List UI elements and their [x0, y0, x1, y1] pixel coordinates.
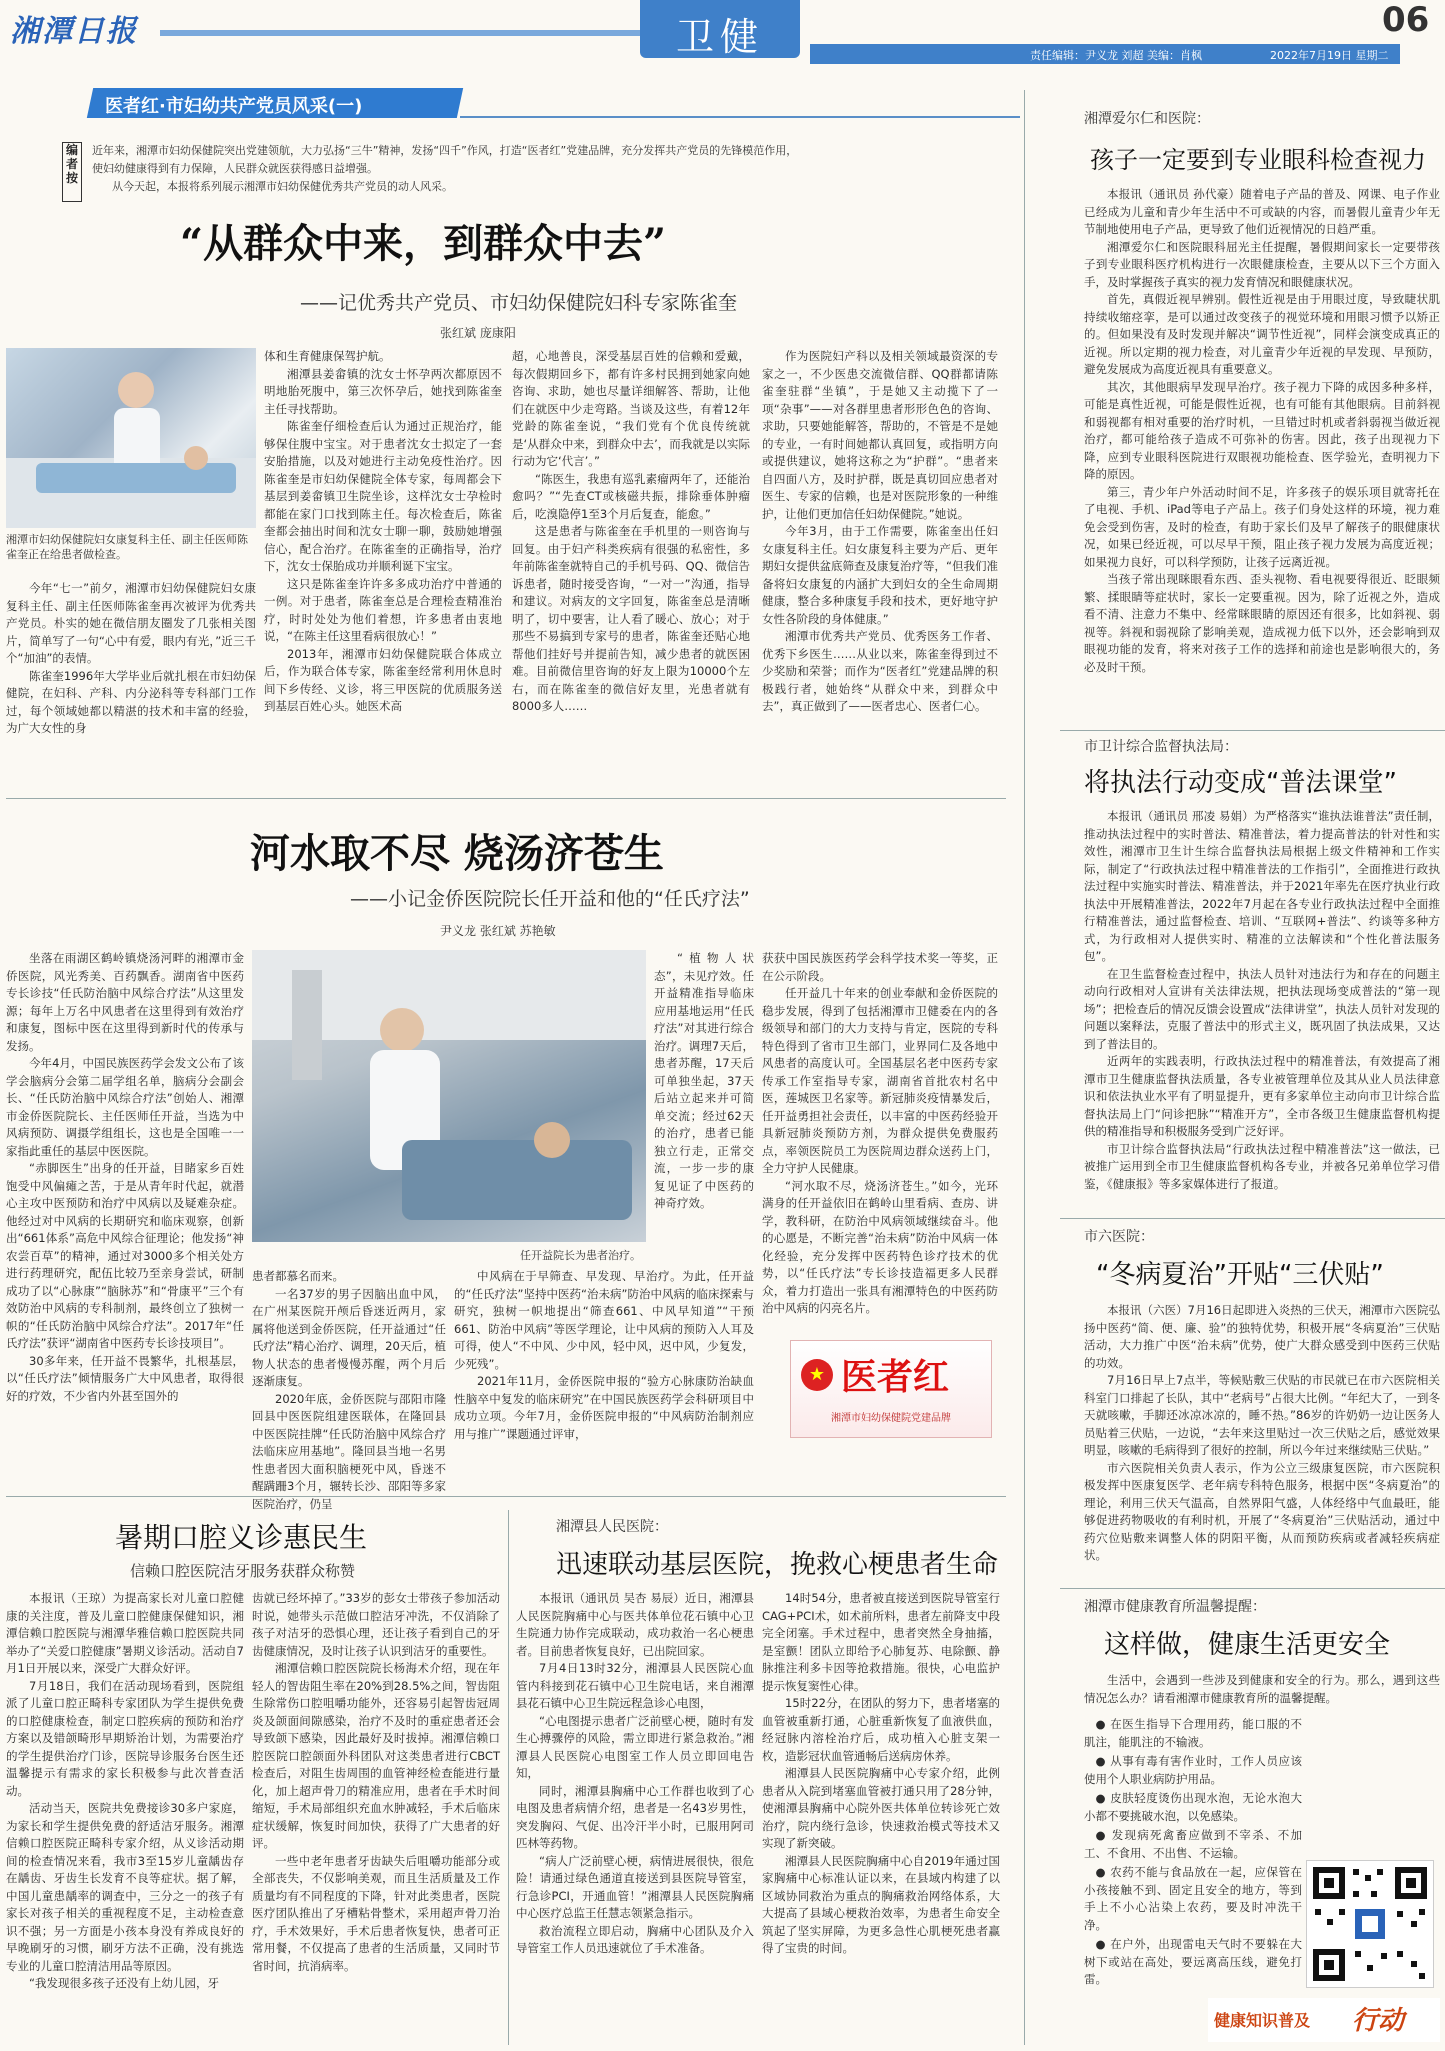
r2-p2: 在卫生监督检查过程中，执法人员针对违法行为和存在的问题主动向行政相对人宣讲有关法律法规，把执法现场变成普法的“第一现场”；把检查后的情况反馈会设置成“法律讲堂”，执法人员针对发现的问题以案释法，克服了普法中的形式主义，既巩固了执法成果，又达到了普法目的。 — [1084, 966, 1440, 1051]
right3-title: “冬病夏治”开贴“三伏贴” — [1096, 1260, 1384, 1290]
a4c2-p4: 湘潭县人民医院胸痛中心自2019年通过国家胸痛中心标准认证以来，在县域内构建了以区域协同救治为重点的胸痛救治网络体系，大大提高了县域心梗救治效率，为患者生命安全筑起了坚实屏障，为更多急性心肌梗死患者赢得了宝贵的时间。 — [762, 1853, 1000, 1955]
article2-caption: 任开益院长为患者治疗。 — [520, 1249, 641, 1262]
badge-title: 医者红 — [841, 1356, 950, 1398]
r2-p1: 本报讯（通讯员 邢凌 易娟）为严格落实“谁执法谁普法”责任制，推动执法过程中的实时普法、精准普法，着力提高普法的针对性和实效性，湘潭市卫生计生综合监督执法局根据上级文件精神和工作实际，制定了“行政执法过程中精准普法的工作指引”，全面推进行政执法过程中实施实时普法、精准普法，并于2021年率先在医疗执业行政执法中开展精准普法，2022年7月起在各专业行政执法过程中全面推行精准普法，通过监督检查、培训、“互联网+普法”、约谈等多种方式，为行政相对人提供实时、精准的立法解读和“个性化普法服务包”。 — [1084, 809, 1440, 963]
article2-photo — [252, 950, 646, 1242]
article1-caption: 湘潭市妇幼保健院妇女康复科主任、副主任医师陈雀奎正在给患者做检查。 — [6, 533, 248, 561]
a2c1-p1: 坐落在雨湖区鹤岭镇烧汤河畔的湘潭市金侨医院，风光秀美、百药飘香。湖南省中医药专长诊技“任氏防治脑中风综合疗法”从这里发源；每年上万名中风患者在这里得到有效治疗和康复，图标中医在这里得到新时代的传承与发扬。 — [6, 951, 244, 1053]
section-title: 卫健 — [675, 15, 764, 59]
a2u-p3: 2020年底，金侨医院与邵阳市隆回县中医医院组建医联体，在隆回县中医医院挂牌“任氏防治脑中风综合疗法临床应用基地”。隆回县当地一名男性患者因大面积脑梗死中风，昏迷不醒蹒跚3个月，辗转长沙、邵阳等多家医院治疗，仍呈 — [252, 1391, 446, 1511]
a2c1-p2: 今年4月，中国民族医药学会发文公布了该学会脑病分会第二届学组名单，脑病分会副会长、“任氏防治脑中风综合疗法”创始人、湘潭市金侨医院院长、主任医师任开益，当选为中风病预防、调摄学组组长，这也是全国唯一一家指此重任的基层中医医院。 — [6, 1056, 244, 1158]
article3-col1 — [6, 1590, 244, 2045]
a2u-p1: 患者都慕名而来。 — [252, 1269, 344, 1283]
editor-note-label: 编者按 — [62, 142, 82, 202]
a4c1-p6: 救治流程立即启动，胸痛中心团队及介入导管室工作人员迅速就位了手术准备。 — [516, 1923, 754, 1955]
article3-subtitle: 信赖口腔医院洁牙服务获群众称赞 — [130, 1562, 356, 1580]
article4-title: 迅速联动基层医院，挽救心梗患者生命 — [556, 1550, 999, 1580]
article1-col3 — [512, 348, 750, 788]
right1-body — [1084, 186, 1440, 726]
right4-kicker: 湘潭市健康教育所温馨提醒： — [1084, 1599, 1266, 1615]
qr-code-icon[interactable] — [1306, 1860, 1434, 1988]
right4-intro — [1084, 1672, 1440, 1712]
article2-subtitle: ——小记金侨医院院长任开益和他的“任氏疗法” — [350, 888, 750, 910]
r1-p5: 第三，青少年户外活动时间不足，许多孩子的娱乐项目就寄托在了电视、手机、iPad等电子产品上。孩子们身处这样的环境，视力难免会受到伤害，及时的检查，有助于家长们及早了解孩子的眼健康状况，如果已经近视，可以尽早干预，阻止孩子视力发展为高度近视；如果视力良好，可以科学预防，让孩子远离近视。 — [1084, 484, 1440, 569]
a3c1-p1: 本报讯（王琼）为提高家长对儿童口腔健康的关注度，普及儿童口腔健康保健知识，湘潭信赖口腔医院与湘潭华雅信赖口腔医院共同举办了“关爱口腔健康”暑期义诊活动。活动自7月1日开展以来，深受广大群众好评。 — [6, 1591, 244, 1675]
a4c1-p3: “心电图提示患者广泛前壁心梗，随时有发生心搏骤停的风险，需立即进行紧急救治。”湘潭县人民医院心电图室工作人员立即回电告知， — [516, 1713, 754, 1780]
right3-kicker: 市六医院： — [1084, 1229, 1154, 1245]
series-banner-title: 医者红·市妇幼共产党员风采(一) — [105, 96, 363, 117]
a1c2-p5: 2013年，湘潭市妇幼保健院联合体成立后，作为联合体专家，陈雀奎经常利用休息时间下乡传经、义诊，将三甲医院的优质服务送到基层百姓心头。她医术高 — [264, 646, 502, 713]
article2-col3 — [762, 950, 998, 1315]
a1c2-p1: 体和生育健康保驾护航。 — [264, 349, 391, 363]
right2-kicker: 市卫计综合监督执法局： — [1084, 739, 1238, 755]
a2c1-p3: “赤脚医生”出身的任开益，目睹家乡百姓饱受中风偏瘫之苦，于是从青年时代起，就潜心主攻中医预防和治疗中风病以及疑难杂症。他经过对中风病的长期研究和临床观察，创新出“661体系”高危中风综合征理论；他发扬“神农尝百草”的精神，通过对3000多个相关处方进行药理研究，配伍比较乃至亲身尝试，研制成功了以“心脉康”“脑脉苏”和“骨康平”三个有效防治中风病的专科制剂，最终创立了独树一帜的“任氏防治脑中风综合疗法”。2017年“任氏疗法”获评“湖南省中医药专长诊技项目”。 — [6, 1161, 244, 1350]
r1-p1: 本报讯（通讯员 孙代豪）随着电子产品的普及、网课、电子作业已经成为儿童和青少年生活中不可或缺的内容，而暑假儿童青少年无节制地使用电子产品，更导致了他们近视情况的日趋严重。 — [1084, 187, 1440, 236]
a1c2-p3: 陈雀奎仔细检查后认为通过正规治疗，能够保住腹中宝宝。对于患者沈女士拟定了一套安胎措施，以及对她进行主动免疫性治疗。因陈雀奎是市妇幼保健院全体专家，每周都会下基层到姜畲镇卫生院坐诊，这样沈女士孕检时都能在家门口找到陈主任。每次检查后，陈雀奎都会抽出时间和沈女士聊一聊，鼓励她增强信心，配合治疗。在陈雀奎的正确指导，治疗下，沈女士保胎成功并顺利诞下宝宝。 — [264, 419, 502, 573]
article1-col4 — [762, 348, 998, 788]
masthead — [0, 0, 1445, 70]
r4-bullet-6: ● 在户外，出现雷电天气时不要躲在大树下或站在高处，要远离高压线，避免打雷。 — [1084, 1937, 1302, 1986]
r3-p2: 7月16日早上7点半，等候贴敷三伏贴的市民就已在市六医院相关科室门口排起了长队，其中“老病号”占很大比例。“年纪大了，一到冬天就咳嗽，手脚还冰凉冰凉的，睡不热。”86岁的许奶奶一边让医务人员贴着三伏贴，一边说，“去年来这里贴过一次三伏贴之后，感觉效果明显，咳嗽的毛病得到了很好的控制，所以今年过来继续贴三伏贴。” — [1084, 1373, 1440, 1457]
a3c2-p3: 一些中老年患者牙齿缺失后咀嚼功能部分或全部丧失，不仅影响美观，而且生活质量及工作质量均有不同程度的下降，针对此类患者，医院医疗团队推出了牙槽粘骨整术，采用超声骨刀治疗，手术效果好，手术后患者恢复快，患者可正常用餐，不仅提高了患者的生活质量，又同时节省时间，抗消病率。 — [252, 1853, 500, 1973]
a1c3-p2: “陈医生，我患有巡乳素瘤两年了，还能治愈吗？”“先查CT或核磁共振，排除垂体肿瘤后，吃溴隐停1至3个月后复查，能愈。” — [512, 471, 750, 521]
a1c3-p3: 这是患者与陈雀奎在手机里的一则咨询与回复。由于妇产科类疾病有很强的私密性，多年前陈雀奎就特自己的手机号码、QQ、微信告诉患者，随时接受咨询，“一对一”沟通，指导和建议。对病友的文字回复，陈雀奎总是清晰明了，切中要害，让人看了暖心、放心；对于那些不易搞到专家号的患者，陈雀奎还贴心地帮他们挂好号并提前告知，减少患者的就医困难。目前微信里咨询的好友上限为10000个左右，而在陈雀奎的微信好友里，光患者就有8000多人…… — [512, 524, 750, 713]
right1-kicker: 湘潭爱尔仁和医院： — [1084, 111, 1210, 127]
r4-intro: 生活中，会遇到一些涉及到健康和安全的行为。那么，遇到这些情况怎么办？请看湘潭市健康教育所的温馨提醒。 — [1084, 1673, 1440, 1705]
article1-col2 — [264, 348, 502, 788]
a2c3-p1: 获获中国民族医药学会科学技术奖一等奖，正在公示阶段。 — [762, 951, 998, 983]
a3c1-p3: 活动当天，医院共免费接诊30多户家庭，为家长和学生提供免费的舒适洁牙服务。湘潭信赖口腔医院正畸科专家介绍，从义诊活动期间的检查情况来看，我市3至15岁儿童龋齿存在龋齿、牙齿生长发育不良等症状。据了解，中国儿童患龋率的调查中，三分之一的孩子有家长对孩子相关的重视程度不足，主动检查意识不强；另一方面是小孩本身没有养成良好的早晚刷牙的习惯，刷牙方法不正确，没有挑选专业的儿童口腔清洁用品等原因。 — [6, 1801, 244, 1973]
divider-r1 — [1060, 730, 1445, 731]
a1c2-p4: 这只是陈雀奎许许多多成功治疗中普通的一例。对于患者，陈雀奎总是合理检查精准治疗，时时处处为他们着想，许多患者由衷地说，“在陈主任这里看病很放心！” — [264, 576, 502, 643]
right2-body — [1084, 808, 1440, 1214]
a1c4-p3: 湘潭市优秀共产党员、优秀医务工作者、优秀下乡医生……从业以来，陈雀奎得到过不少奖励和荣誉；而作为“医者红”党建品牌的积极践行者，她始终“从群众中来，到群众中去”，真正做到了——医者忠心、医者仁心。 — [762, 629, 998, 713]
r2-p3: 近两年的实践表明，行政执法过程中的精准普法，有效提高了湘潭市卫生健康监督执法质量，各专业被管理单位及其从业人员法律意识和依法执业水平有了明显提升，更有多家单位主动向市卫计综合监督执法局上门“问诊把脉”“精准开方”，全市各级卫生健康监督机构提供的精准指导和积极服务受到广泛好评。 — [1084, 1054, 1440, 1138]
a1c4-p1: 作为医院妇产科以及相关领域最资深的专家之一，不少医患交流微信群、QQ群都请陈雀奎驻群“坐镇”，于是她又主动揽下了一项“杂事”——对各群里患者形形色色的咨询、求助，只要她能解答，帮助的，不管是不是她的专业，一有时间她都认真回复，或指明方向或提供建议，她将这称之为“护群”。“患者来自四面八方，及时护群，既是真切回应患者对医生、专家的信赖，也是对医院形象的一种维护，让他们更加信任妇幼保健院。”她说。 — [762, 349, 998, 521]
divider-r2 — [1060, 1218, 1445, 1219]
badge-sub: 湘潭市妇幼保健院党建品牌 — [831, 1413, 951, 1424]
r4-bullet-1: ● 在医生指导下合理用药，能口服的不肌注，能肌注的不输液。 — [1084, 1717, 1302, 1749]
a2u-p2: 一名37岁的男子因脑出血中风，在广州某医院开颅后昏迷近两月，家属将他送到金侨医院，任开益通过“任氏疗法”精心治疗、调理，20天后，植物人状态的患者慢慢苏醒，两个月后逐渐康复。 — [252, 1286, 446, 1388]
paper-logo: 湘潭日报 — [10, 14, 138, 49]
article2-under-photo-left — [252, 1268, 446, 1511]
r3-p3: 市六医院相关负责人表示，作为公立三级康复医院，市六医院积极发挥中医康复医学、老年病专科特色服务，根据中医“冬病夏治”的理论，利用三伏天气温高，自然界阳气盛，人体经络中气血最旺，能够促进药物吸收的有利时机，开展了“冬病夏治”三伏贴活动，通过中药穴位贴敷来调整人体的阴阳平衡，从而预防疾病或者减轻疾病症状。 — [1084, 1460, 1440, 1562]
a4c1-p5: “病人广泛前壁心梗，病情进展很快，很危险！请通过绿色通道直接送到县医院导管室，行急诊PCI，开通血管！”湘潭县人民医院胸痛中心医疗总监王任慧志领紧急指示。 — [516, 1853, 754, 1920]
r1-p6: 当孩子常出现眯眼看东西、歪头视物、看电视要得很近、眨眼频繁、揉眼睛等症状时，家长一定要重视。因为，除了近视之外，造成看不清、注意力不集中、经常眯眼睛的原因还有很多，比如斜视、弱视等。斜视和弱视除了影响美观，造成视力低下以外，还会影响到双眼视功能的发育，将来对孩子工作的选择和前途也是影响很大的，务必及时干预。 — [1084, 572, 1440, 674]
badge-emblem-icon: ★ — [801, 1359, 833, 1391]
qr-pattern — [1307, 1861, 1433, 1987]
a2c2-p1: “植物人状态”，未见疗效。任开益精准指导临床应用基地运用“任氏疗法”对其进行综合治疗。调理7天后，患者苏醒，17天后可单独坐起，37天后站立起来并可简单交流；经过62天的治疗，患者已能独立行走，正常交流，一步一步的康复见证了中医药的神奇疗效。 — [654, 951, 754, 1210]
r3-p1: 本报讯（六医）7月16日起即进入炎热的三伏天，湘潭市六医院弘扬中医药“简、便、廉、验”的独特优势，积极开展“冬病夏治”三伏贴活动，大力推广中医“治未病”优势，使广大群众感受到中医药三伏贴的功效。 — [1084, 1303, 1440, 1370]
article2-byline: 尹义龙 张红斌 苏艳敏 — [440, 924, 556, 938]
article3-title: 暑期口腔义诊惠民生 — [115, 1521, 368, 1554]
article1-col1 — [6, 580, 256, 790]
article2-col2 — [654, 950, 754, 1242]
a4c2-p3: 湘潭县人民医院胸痛中心专家介绍，此例患者从入院到堵塞血管被打通只用了28分钟，使湘潭县胸痛中心院外医共体单位转诊死亡效治疗，院内绕行急诊，快速救治模式等技术又实现了新突破。 — [762, 1766, 1000, 1850]
article4-col2 — [762, 1590, 1000, 2045]
r1-p3: 首先，真假近视早辨别。假性近视是由于用眼过度，导致睫状肌持续收缩痉挛，是可以通过改变孩子的视觉环境和用眼习惯予以矫正的。但如果没有及时发现并解决“调节性近视”，同样会演变成真正的近视。所以定期的视力检查，对儿童青少年近视的早发现、早预防，避免发展成为高度近视具有重要意义。 — [1084, 292, 1440, 376]
photo-figures — [6, 348, 256, 528]
right2-title: 将执法行动变成“普法课堂” — [1084, 768, 1397, 798]
divider-a3-a4 — [508, 1510, 509, 2045]
footer-label: 健康知识普及 — [1214, 2011, 1311, 2030]
editors-line: 责任编辑：尹义龙 刘超 美编：肖枫 — [1030, 49, 1202, 62]
right3-body — [1084, 1302, 1440, 1584]
logo-bar — [160, 30, 660, 36]
editor-note-line-2: 使妇幼健康得到有力保障，人民群众就医获得感日益增强。 — [92, 162, 378, 175]
divider-a2 — [6, 1496, 1006, 1497]
article4-kicker: 湘潭县人民医院： — [556, 1519, 668, 1535]
r2-p4: 市卫计综合监督执法局“行政执法过程中精准普法”这一做法，已被推广运用到全市卫生健康监督机构各专业，并被各兄弟单位学习借鉴，《健康报》等多家媒体进行了报道。 — [1084, 1141, 1440, 1191]
photo2-figures — [252, 950, 646, 1242]
right4-bullets — [1084, 1716, 1302, 2016]
page-number: 06 — [1382, 0, 1430, 40]
a2c3-p2: 任开益几十年来的创业奉献和金侨医院的稳步发展，得到了包括湘潭市卫健委在内的各级领导和部门的大力支持与肯定，医院的专科特色得到了省市卫生部门，业界同仁及各地中风患者的高度认可。全国基层名老中医药专家传承工作室指导专家，湖南省首批农村名中医，莲城医卫名家等。新冠肺炎疫情暴发后，任开益勇担社会责任，以丰富的中医药经验开具新冠肺炎预防方剂，为群众提供免费服药点，率领医院员工为医院周边群众送药上门，全力守护人民健康。 — [762, 986, 998, 1175]
editor-note-line-1: 近年来，湘潭市妇幼保健院突出党建领航，大力弘扬“三牛”精神，发扬“四千”作风，打造“医者红”党建品牌，充分发挥共产党员的先锋模范作用， — [92, 144, 798, 157]
r4-bullet-3: ● 皮肤轻度烫伤出现水泡，无论水泡大小都不要挑破水泡，以免感染。 — [1084, 1791, 1302, 1823]
a3c2-p2: 湘潭信赖口腔医院院长杨海术介绍，现在年轻人的智齿阻生率在20%到28.5%之间，智齿阻生除常伤口腔咀嚼功能外，还容易引起智齿冠周炎及颌面间隙感染，治疗不及时的重症患者还会导致颌下感染，因此最好及时拔掉。湘潭信赖口腔医院口腔颌面外科团队对这类患者进行CBCT检查后，对阻生齿周围的血管神经检查能进行量化，加上超声骨刀的精准应用，患者在手术时间缩短，手术局部组织充血水肿减轻，手术后临床症状缓解，恢复时间加快，获得了广大患者的好评。 — [252, 1661, 500, 1850]
article4-col1 — [516, 1590, 754, 2045]
a4c2-p2: 15时22分，在团队的努力下，患者堵塞的血管被重新打通，心脏重新恢复了血液供血，经冠脉内溶栓治疗后，成功植入心脏支架一枚，造影冠状血管通畅后送病房休养。 — [762, 1696, 1000, 1763]
a1c4-p2: 今年3月，由于工作需要，陈雀奎出任妇女康复科主任。妇女康复科主要为产后、更年期妇女提供盆底筛查及康复治疗等，“但我们准备将妇女康复的内涵扩大到妇女的全生命周期健康，整合多种康复手段和技术，更好地守护女性各阶段的身体健康。” — [762, 524, 998, 626]
a3c1-p4: “我发现很多孩子还没有上幼儿园，牙 — [29, 1976, 219, 1990]
a1c1-p2: 陈雀奎1996年大学毕业后就扎根在市妇幼保健院，在妇科、产科、内分泌科等专科部门工作过，每个领域她都以精湛的技术和丰富的经验，为广大女性的身 — [6, 668, 256, 735]
footer-logo: 行动 — [1352, 2006, 1405, 2036]
a2c3-p3: “河水取不尽，烧汤济苍生。”如今，光环满身的任开益依旧在鹤岭山里看病、查房、讲学，教科研，在防治中风病领域继续奋斗。他的心愿是，不断完善“治未病”防治中风病一体化经验，充分发挥中医药特色诊疗技术的优势，以“任氏疗法”专长诊技造福更多人民群众，着力打造出一张具有湘潭特色的中医药防治中风病的闪亮名片。 — [762, 1178, 998, 1315]
r4-bullet-2: ● 从事有毒有害作业时，工作人员应该使用个人职业病防护用品。 — [1084, 1754, 1302, 1786]
article2-col1 — [6, 950, 244, 1482]
r1-p4: 其次，其他眼病早发现早治疗。孩子视力下降的成因多种多样，可能是真性近视，可能是假性近视，也有可能有其他眼病。目前斜视和弱视都有相对重要的治疗时机，一旦错过时机或者斜弱视当做近视治疗，都可能给孩子造成不可弥补的伤害。因此，孩子出现视力下降，应到专业眼科医院进行双眼视功能检查、医学验光，查明视力下降的原因。 — [1084, 379, 1440, 481]
a2c2-p2: 中风病在于早筛查、早发现、早治疗。为此，任开益的“任氏疗法”坚持中医药“治未病”防治中风病的临床探索与研究，独树一帜地提出“筛查661、中风早知道”“干预661、防治中风病”等医学理论，让中风病的预防入人耳及可得，使人“不中风、少中风，轻中风，迟中风，少复发，少死残”。 — [454, 1269, 754, 1371]
article2-title: 河水取不尽 烧汤济苍生 — [250, 830, 664, 877]
article1-subtitle: ——记优秀共产党员、市妇幼保健院妇科专家陈雀奎 — [300, 292, 738, 314]
a4c2-p1: 14时54分，患者被直接送到医院导管室行CAG+PCI术，如术前所料，患者左前降支中段完全闭塞。手术过程中，患者突然全身抽搐，是室颤！团队立即给予心肺复苏、电除颤、静脉推注利多卡因等抢救措施。很快，心电监护提示恢复窦性心律。 — [762, 1591, 1000, 1693]
article2-col2-lower — [454, 1268, 754, 1482]
divider-r3 — [1060, 1588, 1445, 1589]
a1c3-p1: 超，心地善良，深受基层百姓的信赖和爱戴，每次假期回乡下，都有许多村民拥到她家向她咨询、求助，她也尽量详细解答、帮助，让他们在就医中少走弯路。当谈及这些，有着12年党龄的陈雀奎说，“我们党有个优良传统就是‘从群众中来，到群众中去’，而我就是以实际行动为它‘代言’。” — [512, 349, 750, 468]
a3c1-p2: 7月18日，我们在活动现场看到，医院组派了儿童口腔正畸科专家团队为学生提供免费的口腔健康检查，制定口腔疾病的预防和治疗方案以及错颌畸形早期矫治计划，为需要治疗的学生提供治疗门诊，医院导诊服务台医生还温馨提示有需求的家长积极参与此次普查活动。 — [6, 1678, 244, 1798]
article1-photo — [6, 348, 256, 528]
yizhehong-badge — [790, 1340, 992, 1438]
r1-p2: 湘潭爱尔仁和医院眼科屈光主任提醒，暑假期间家长一定要带孩子到专业眼科医疗机构进行一次眼健康检查，主要从以下三个方面入手，及时掌握孩子真实的视力发育情况和眼健康状况。 — [1084, 239, 1440, 289]
article3-col2 — [252, 1590, 500, 2045]
a3c2-p1: 齿就已经坏掉了。”33岁的彭女士带孩子参加活动时说，她带头示范做口腔洁牙冲洗，不仅消除了孩子对洁牙的恐惧心理，还让孩子看到自己的牙齿健康情况，及时让孩子认识到洁牙的重要性。 — [252, 1591, 500, 1658]
a4c1-p4: 同时，湘潭县胸痛中心工作群也收到了心电图及患者病情介绍，患者是一名43岁男性，突发胸闷、气促、出冷汗半小时，已服用阿司匹林等药物。 — [516, 1783, 754, 1850]
article1-title: “从群众中来，到群众中去” — [180, 220, 667, 267]
banner-rule — [460, 116, 1020, 118]
a2c1-p4: 30多年来，任开益不畏繁华，扎根基层，以“任氏疗法”倾情服务广大中风患者，取得很好的疗效，不少省内外甚至国外的 — [6, 1353, 244, 1403]
issue-date: 2022年7月19日 星期二 — [1270, 49, 1389, 62]
editor-note-line-3: 从今天起，本报将系列展示湘潭市妇幼保健优秀共产党员的动人风采。 — [112, 180, 453, 193]
divider-a1 — [6, 798, 1006, 799]
right1-title: 孩子一定要到专业眼科检查视力 — [1090, 146, 1426, 174]
r4-bullet-4: ● 发现病死禽畜应做到不宰杀、不加工、不食用、不出售、不运输。 — [1084, 1828, 1302, 1860]
a4c1-p1: 本报讯（通讯员 吴杏 易辰）近日，湘潭县人民医院胸痛中心与医共体单位花石镇中心卫生院通力协作完成联动，成功救治一名心梗患者。目前患者恢复良好，已出院回家。 — [516, 1591, 754, 1658]
a2c2-p3: 2021年11月，金侨医院申报的“验方心脉康防治缺血性脑卒中复发的临床研究”在中国民族医药学会科研项目中成功立项。今年7月，金侨医院申报的“中风病防治制剂应用与推广”课题通过评审， — [454, 1374, 754, 1441]
right-column-divider — [1024, 90, 1025, 2045]
r4-bullet-5: ● 农药不能与食品放在一起，应保管在小孩接触不到、固定且安全的地方，等到手上不小心沾染上农药，要及时冲洗干净。 — [1084, 1865, 1302, 1932]
a1c1-p1: 今年“七一”前夕，湘潭市妇幼保健院妇女康复科主任、副主任医师陈雀奎再次被评为优秀共产党员。朴实的她在微信朋友圈发了几张相关图片，简单写了一句“心中有爱，眼内有光，”近三千个“加油”的表情。 — [6, 581, 256, 665]
a1c2-p2: 湘潭县姜畲镇的沈女士怀孕两次都原因不明地胎死腹中，第三次怀孕后，她找到陈雀奎主任寻找帮助。 — [264, 366, 502, 416]
right4-title: 这样做，健康生活更安全 — [1104, 1630, 1391, 1660]
a4c1-p2: 7月4日13时32分，湘潭县人民医院心血管内科接到花石镇中心卫生院电话，来自湘潭县花石镇中心卫生院远程急诊心电图， — [516, 1661, 754, 1710]
article1-byline: 张红斌 庞康阳 — [440, 326, 516, 340]
